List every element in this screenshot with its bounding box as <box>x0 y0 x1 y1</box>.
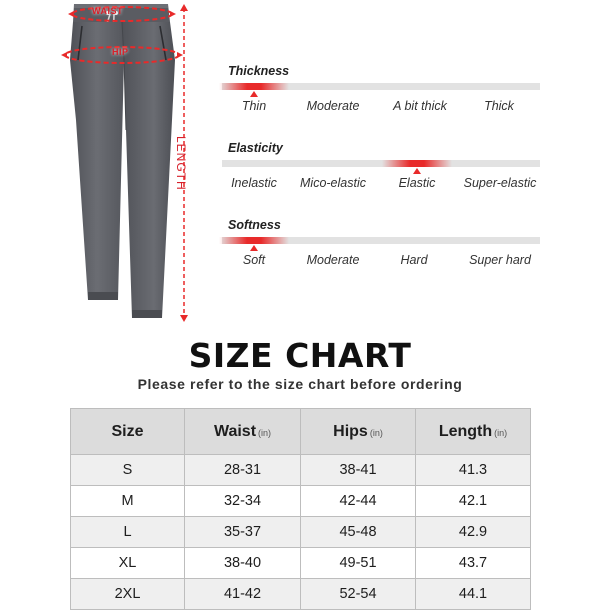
attribute-option: Moderate <box>306 253 360 267</box>
table-cell: L <box>71 517 185 548</box>
attribute-options <box>222 99 540 115</box>
table-cell: 41.3 <box>416 455 531 486</box>
attribute-option: Mico-elastic <box>300 176 366 190</box>
column-header-size <box>71 409 185 455</box>
attribute-elasticity <box>222 141 540 190</box>
attribute-option: Thick <box>484 99 514 113</box>
attribute-title: Elasticity <box>228 141 283 155</box>
table-row <box>71 517 531 548</box>
hip-label: HIP <box>112 47 129 57</box>
column-label: Length <box>438 422 493 440</box>
table-cell: 2XL <box>71 579 185 610</box>
attribute-option: Super hard <box>469 253 531 267</box>
attribute-thickness <box>222 64 540 113</box>
table-row <box>71 486 531 517</box>
attribute-bar <box>222 237 540 244</box>
size-chart-title: SIZE CHART <box>188 336 412 375</box>
size-table <box>70 408 531 610</box>
column-label: Size <box>111 422 144 440</box>
attribute-bar <box>222 83 540 90</box>
waist-label: WAIST <box>92 6 123 16</box>
attribute-pointer-icon <box>250 91 258 97</box>
attribute-option: A bit thick <box>393 99 447 113</box>
size-chart-subtitle: Please refer to the size chart before ordering <box>137 376 463 392</box>
table-cell: 49-51 <box>301 548 416 579</box>
table-cell: 43.7 <box>416 548 531 579</box>
column-header-waist <box>185 409 301 455</box>
table-cell: 42.9 <box>416 517 531 548</box>
column-unit: (in) <box>369 427 383 438</box>
attribute-option: Thin <box>241 99 267 113</box>
table-cell: 38-40 <box>185 548 301 579</box>
table-cell: 38-41 <box>301 455 416 486</box>
table-cell: 28-31 <box>185 455 301 486</box>
attribute-highlight <box>219 237 289 244</box>
attribute-option: Soft <box>242 253 266 267</box>
column-label: Waist <box>213 422 257 440</box>
attribute-option: Moderate <box>306 99 360 113</box>
column-header-length <box>416 409 531 455</box>
pants-illustration <box>40 0 215 330</box>
table-cell: 44.1 <box>416 579 531 610</box>
table-header-row <box>71 409 531 455</box>
attribute-options <box>222 253 540 269</box>
table-cell: S <box>71 455 185 486</box>
table-cell: XL <box>71 548 185 579</box>
table-row <box>71 455 531 486</box>
attribute-title: Softness <box>228 218 281 232</box>
attribute-highlight <box>382 160 452 167</box>
table-cell: 45-48 <box>301 517 416 548</box>
attribute-options <box>222 176 540 192</box>
table-row <box>71 548 531 579</box>
table-cell: 32-34 <box>185 486 301 517</box>
table-row <box>71 579 531 610</box>
attribute-option: Hard <box>400 253 428 267</box>
table-cell: M <box>71 486 185 517</box>
column-header-hips <box>301 409 416 455</box>
table-cell: 42.1 <box>416 486 531 517</box>
attribute-softness <box>222 218 540 267</box>
attribute-title: Thickness <box>228 64 290 78</box>
table-cell: 42-44 <box>301 486 416 517</box>
column-label: Hips <box>333 422 368 440</box>
attribute-pointer-icon <box>250 245 258 251</box>
attribute-highlight <box>219 83 289 90</box>
table-cell: 41-42 <box>185 579 301 610</box>
attribute-option: Elastic <box>398 176 436 190</box>
length-label: LENGTH <box>174 136 188 191</box>
table-cell: 52-54 <box>301 579 416 610</box>
column-unit: (in) <box>258 427 272 438</box>
attribute-pointer-icon <box>413 168 421 174</box>
attribute-bar <box>222 160 540 167</box>
column-unit: (in) <box>494 427 508 438</box>
right-leg <box>122 22 175 318</box>
attribute-option: Super-elastic <box>463 176 537 190</box>
attribute-option: Inelastic <box>231 176 277 190</box>
table-cell: 35-37 <box>185 517 301 548</box>
